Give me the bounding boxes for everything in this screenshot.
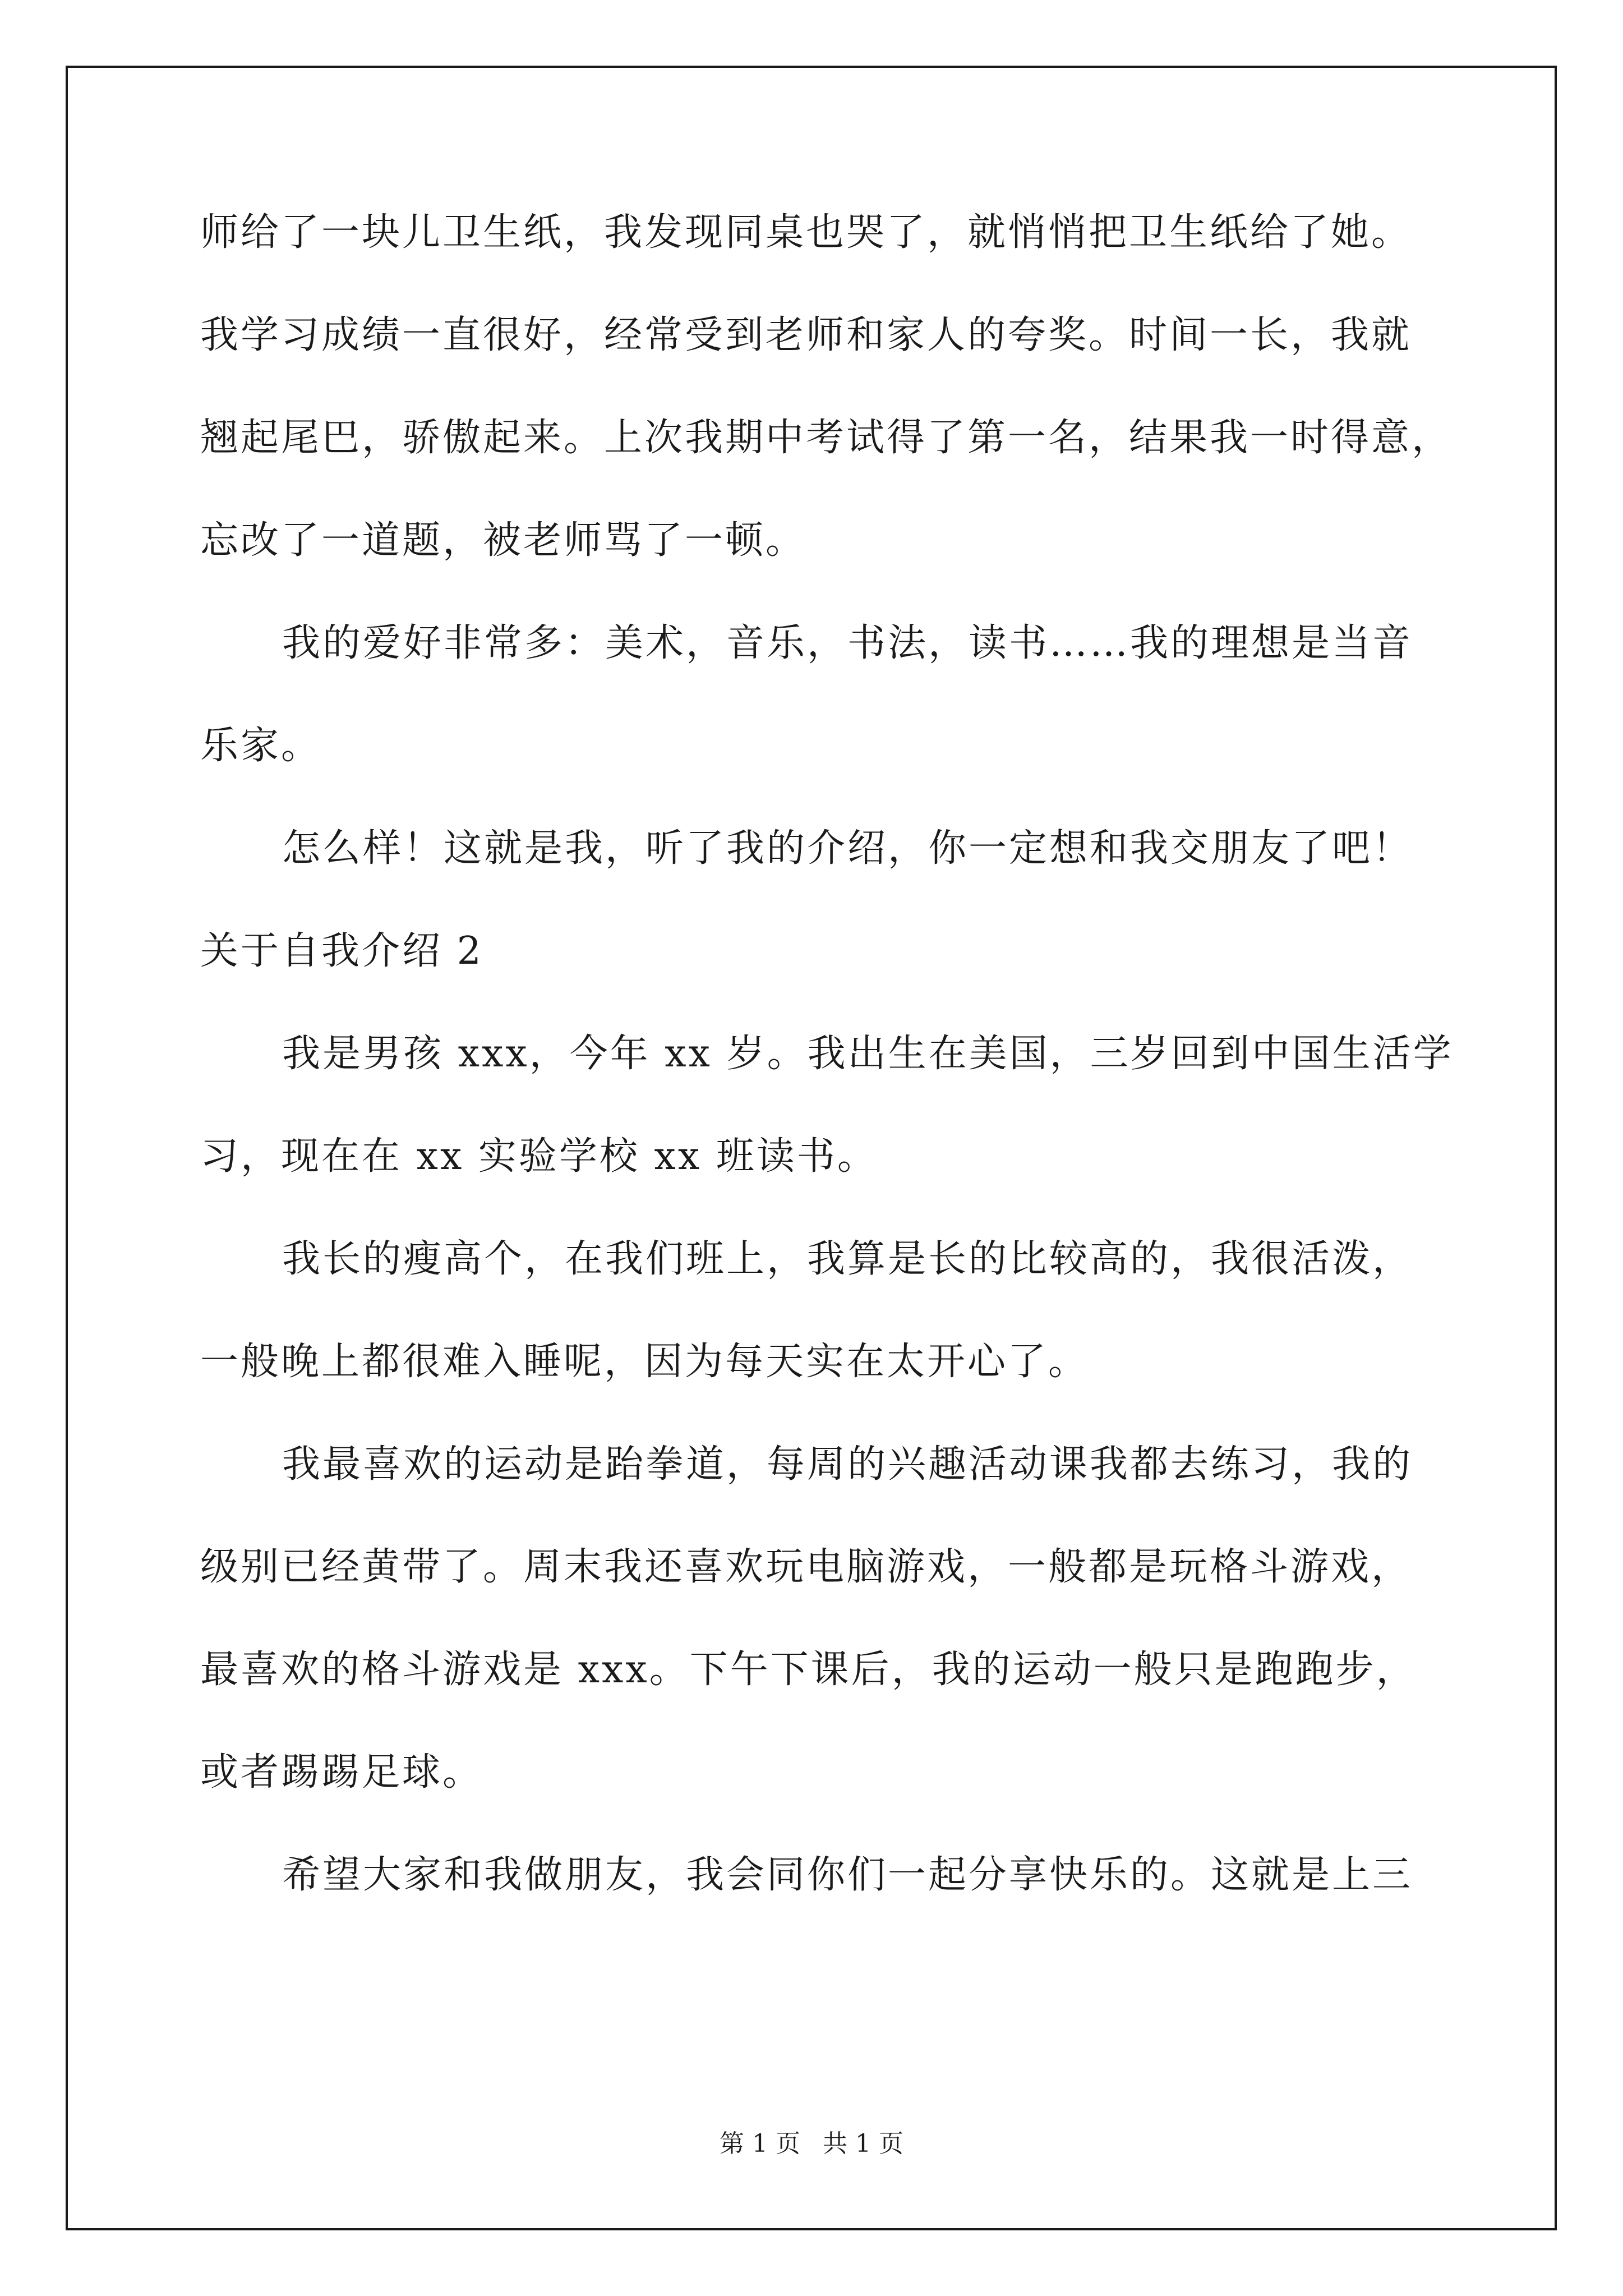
- section-heading: 关于自我介绍 2: [200, 929, 483, 973]
- text-line: 级别已经黄带了。周末我还喜欢玩电脑游戏，一般都是玩格斗游戏，: [200, 1545, 1412, 1589]
- paragraph-start-line: 我长的瘦高个，在我们班上，我算是长的比较高的，我很活泼，: [282, 1237, 1413, 1281]
- paragraph-start-line: 我最喜欢的运动是跆拳道，每周的兴趣活动课我都去练习，我的: [282, 1442, 1413, 1487]
- text-line: 或者踢踢足球。: [200, 1750, 483, 1795]
- text-line: 习，现在在 xx 实验学校 xx 班读书。: [200, 1134, 878, 1179]
- page-footer: [0, 2127, 1623, 2161]
- text-line: 我学习成绩一直很好，经常受到老师和家人的夸奖。时间一长，我就: [200, 313, 1412, 357]
- text-line: 师给了一块儿卫生纸，我发现同桌也哭了，就悄悄把卫生纸给了她。: [200, 210, 1412, 255]
- paragraph-start-line: 希望大家和我做朋友，我会同你们一起分享快乐的。这就是上三: [282, 1853, 1413, 1897]
- text-line: 最喜欢的格斗游戏是 xxx。下午下课后，我的运动一般只是跑跑步，: [200, 1648, 1417, 1692]
- paragraph-start-line: 怎么样！这就是我，听了我的介绍，你一定想和我交朋友了吧！: [282, 826, 1413, 871]
- text-line: 一般晚上都很难入睡呢，因为每天实在太开心了。: [200, 1340, 1089, 1384]
- page-number-total: 共 1 页: [823, 2129, 903, 2158]
- text-line: 翘起尾巴，骄傲起来。上次我期中考试得了第一名，结果我一时得意，: [200, 416, 1453, 460]
- text-line: 乐家。: [200, 724, 322, 768]
- paragraph-start-line: 我是男孩 xxx，今年 xx 岁。我出生在美国，三岁回到中国生活学: [282, 1032, 1454, 1076]
- page-number-current: 第 1 页: [720, 2129, 800, 2158]
- text-line: 忘改了一道题，被老师骂了一顿。: [200, 518, 806, 563]
- paragraph-start-line: 我的爱好非常多：美术，音乐，书法，读书……我的理想是当音: [282, 621, 1413, 665]
